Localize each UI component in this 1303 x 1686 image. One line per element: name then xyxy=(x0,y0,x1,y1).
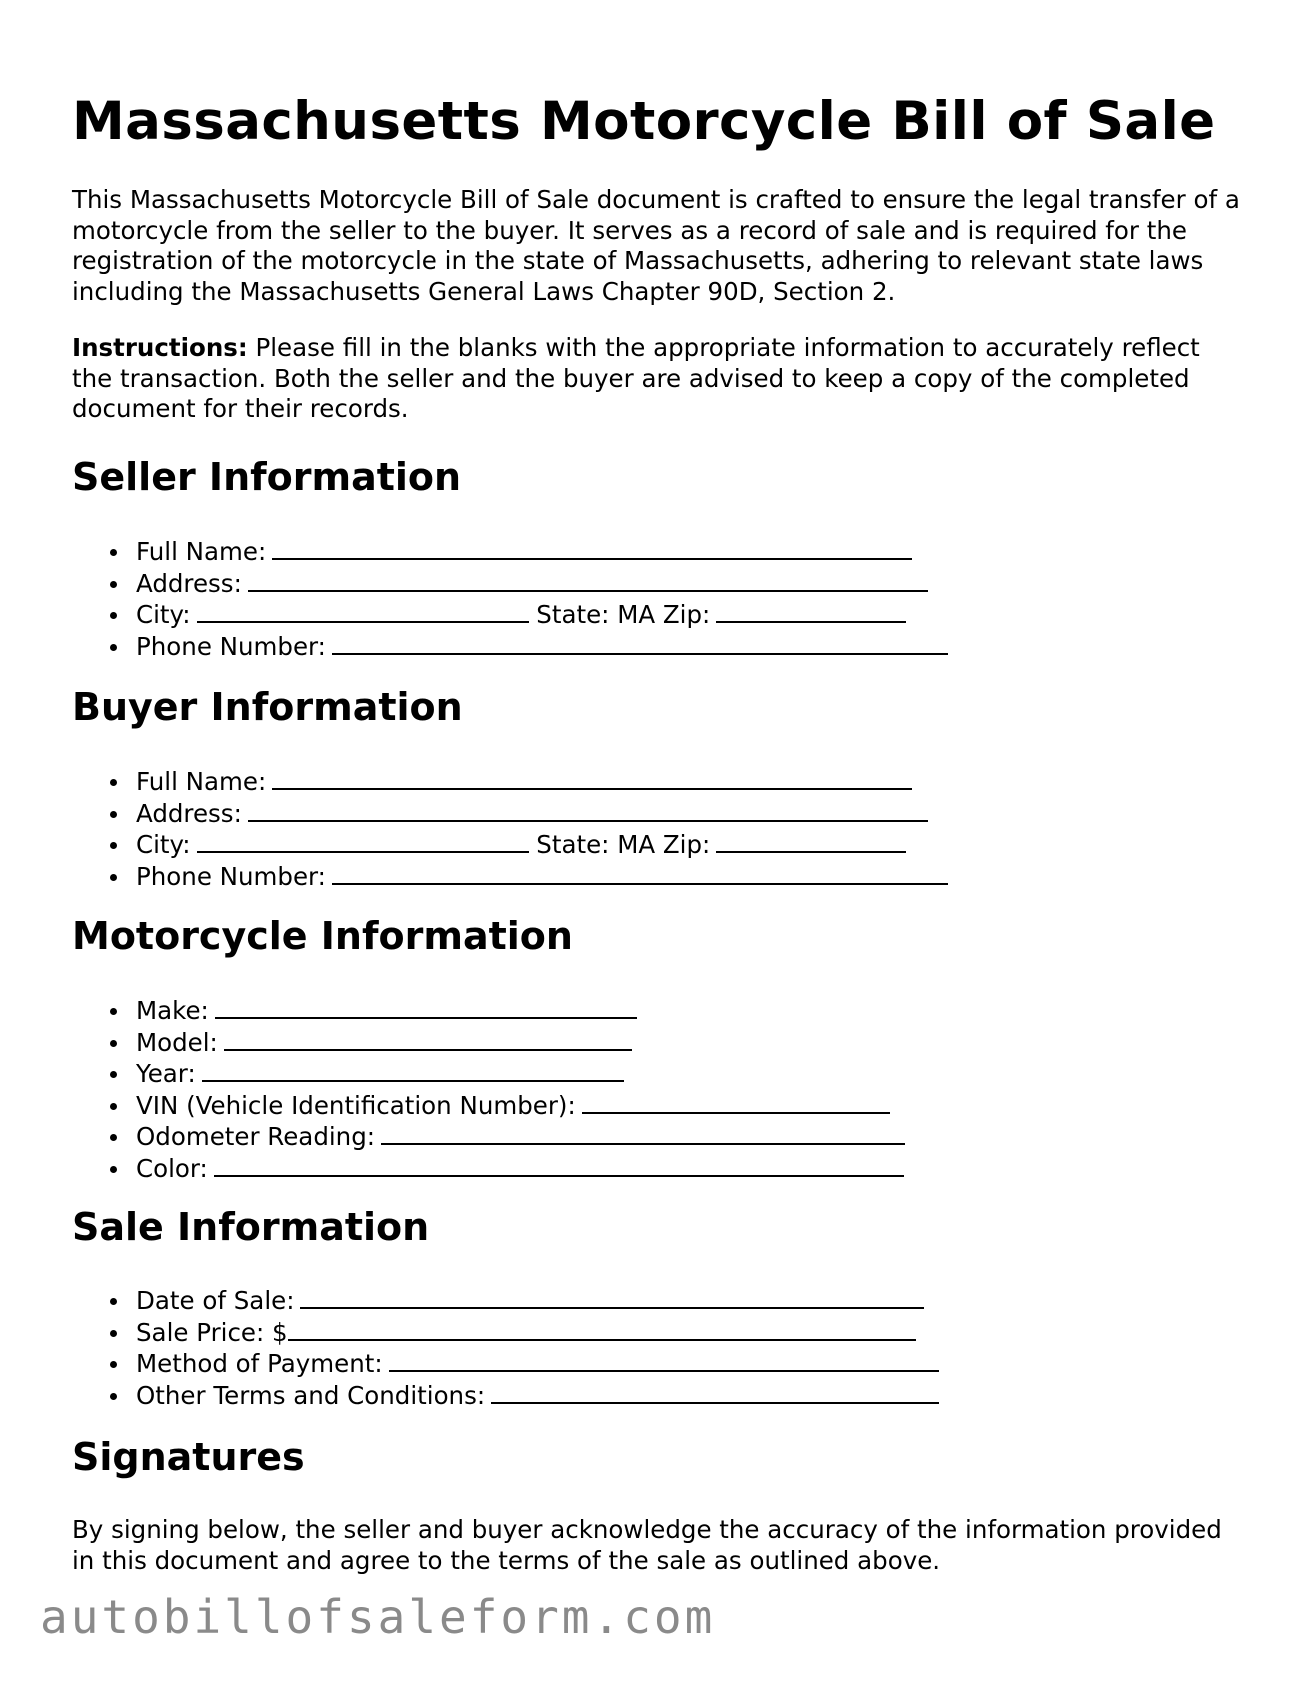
buyer-address-field[interactable] xyxy=(72,798,948,830)
signatures-paragraph: By signing below, the seller and buyer acknowledge the accuracy of the information provided in this document and agree to the terms of the sale as outlined above. xyxy=(72,1515,1222,1575)
blank-line[interactable] xyxy=(248,568,928,592)
signatures-heading: Signatures xyxy=(72,1435,305,1479)
buyer-fields xyxy=(72,766,948,892)
buyer-heading: Buyer Information xyxy=(72,685,463,729)
field-label: City: xyxy=(136,830,191,859)
intro-paragraph: This Massachusetts Motorcycle Bill of Sale document is crafted to ensure the legal transfer of a motorcycle from the seller to the buyer. It serves as a record of sale and is required for the registration of the motorcycle in the state of Massachusetts, adhering to relevant state laws including the Massachusetts General Laws Chapter 90D, Section 2. xyxy=(72,185,1240,306)
blank-line[interactable] xyxy=(224,1027,632,1051)
blank-line[interactable] xyxy=(202,1058,624,1082)
field-label: Method of Payment: xyxy=(136,1349,383,1378)
field-label: Model: xyxy=(136,1027,218,1057)
document-title: Massachusetts Motorcycle Bill of Sale xyxy=(72,91,1216,152)
motorcycle-odometer-field[interactable] xyxy=(72,1121,905,1153)
seller-heading: Seller Information xyxy=(72,455,462,499)
motorcycle-fields xyxy=(72,995,905,1184)
field-label: Address: xyxy=(136,568,242,598)
motorcycle-vin-field[interactable] xyxy=(72,1090,905,1122)
blank-line[interactable] xyxy=(716,829,906,853)
blank-line[interactable] xyxy=(215,995,637,1019)
sale-price-field[interactable] xyxy=(72,1317,939,1349)
seller-full-name-field[interactable] xyxy=(72,536,948,568)
field-label: Color: xyxy=(136,1153,208,1183)
motorcycle-heading: Motorcycle Information xyxy=(72,914,573,958)
instructions-text: Please fill in the blanks with the appropriate information to accurately reflect the transaction. Both the seller and the buyer are advised to keep a copy of the completed document for their records. xyxy=(72,333,1200,423)
motorcycle-make-field[interactable] xyxy=(72,995,905,1027)
motorcycle-year-field[interactable] xyxy=(72,1058,905,1090)
field-label: State: MA Zip: xyxy=(536,600,711,629)
buyer-city-state-zip-field[interactable] xyxy=(72,829,948,861)
motorcycle-color-field[interactable] xyxy=(72,1153,905,1185)
blank-line[interactable] xyxy=(197,829,529,853)
field-label: Full Name: xyxy=(136,537,267,566)
watermark-text: autobillofsaleform.com xyxy=(40,1590,716,1644)
field-label: Date of Sale: xyxy=(136,1286,295,1315)
blank-line[interactable] xyxy=(491,1380,939,1404)
field-label: State: MA Zip: xyxy=(536,830,711,859)
blank-line[interactable] xyxy=(582,1090,890,1114)
sale-heading: Sale Information xyxy=(72,1205,430,1249)
blank-line[interactable] xyxy=(381,1121,905,1145)
buyer-phone-field[interactable] xyxy=(72,861,948,893)
field-label: Make: xyxy=(136,996,209,1025)
blank-line[interactable] xyxy=(389,1348,939,1372)
field-label: Year: xyxy=(136,1059,196,1088)
sale-payment-method-field[interactable] xyxy=(72,1348,939,1380)
blank-line[interactable] xyxy=(716,599,906,623)
blank-line[interactable] xyxy=(248,798,928,822)
instructions-label: Instructions: xyxy=(72,333,248,362)
blank-line[interactable] xyxy=(272,766,912,790)
buyer-full-name-field[interactable] xyxy=(72,766,948,798)
motorcycle-model-field[interactable] xyxy=(72,1027,905,1059)
blank-line[interactable] xyxy=(214,1153,904,1177)
blank-line[interactable] xyxy=(332,861,948,885)
blank-line[interactable] xyxy=(300,1285,924,1309)
seller-fields xyxy=(72,536,948,662)
sale-fields xyxy=(72,1285,939,1411)
sale-other-terms-field[interactable] xyxy=(72,1380,939,1412)
field-label: VIN (Vehicle Identification Number): xyxy=(136,1090,576,1120)
field-label: Phone Number: xyxy=(136,631,326,661)
field-label: Sale Price: $ xyxy=(136,1317,288,1347)
sale-date-field[interactable] xyxy=(72,1285,939,1317)
field-label: Other Terms and Conditions: xyxy=(136,1380,486,1410)
field-label: Address: xyxy=(136,798,242,828)
seller-phone-field[interactable] xyxy=(72,631,948,663)
blank-line[interactable] xyxy=(197,599,529,623)
blank-line[interactable] xyxy=(288,1317,916,1341)
field-label: City: xyxy=(136,600,191,629)
seller-city-state-zip-field[interactable] xyxy=(72,599,948,631)
blank-line[interactable] xyxy=(272,536,912,560)
field-label: Odometer Reading: xyxy=(136,1122,376,1151)
blank-line[interactable] xyxy=(332,631,948,655)
seller-address-field[interactable] xyxy=(72,568,948,600)
instructions-paragraph xyxy=(72,333,1242,425)
field-label: Full Name: xyxy=(136,767,267,796)
field-label: Phone Number: xyxy=(136,861,326,891)
